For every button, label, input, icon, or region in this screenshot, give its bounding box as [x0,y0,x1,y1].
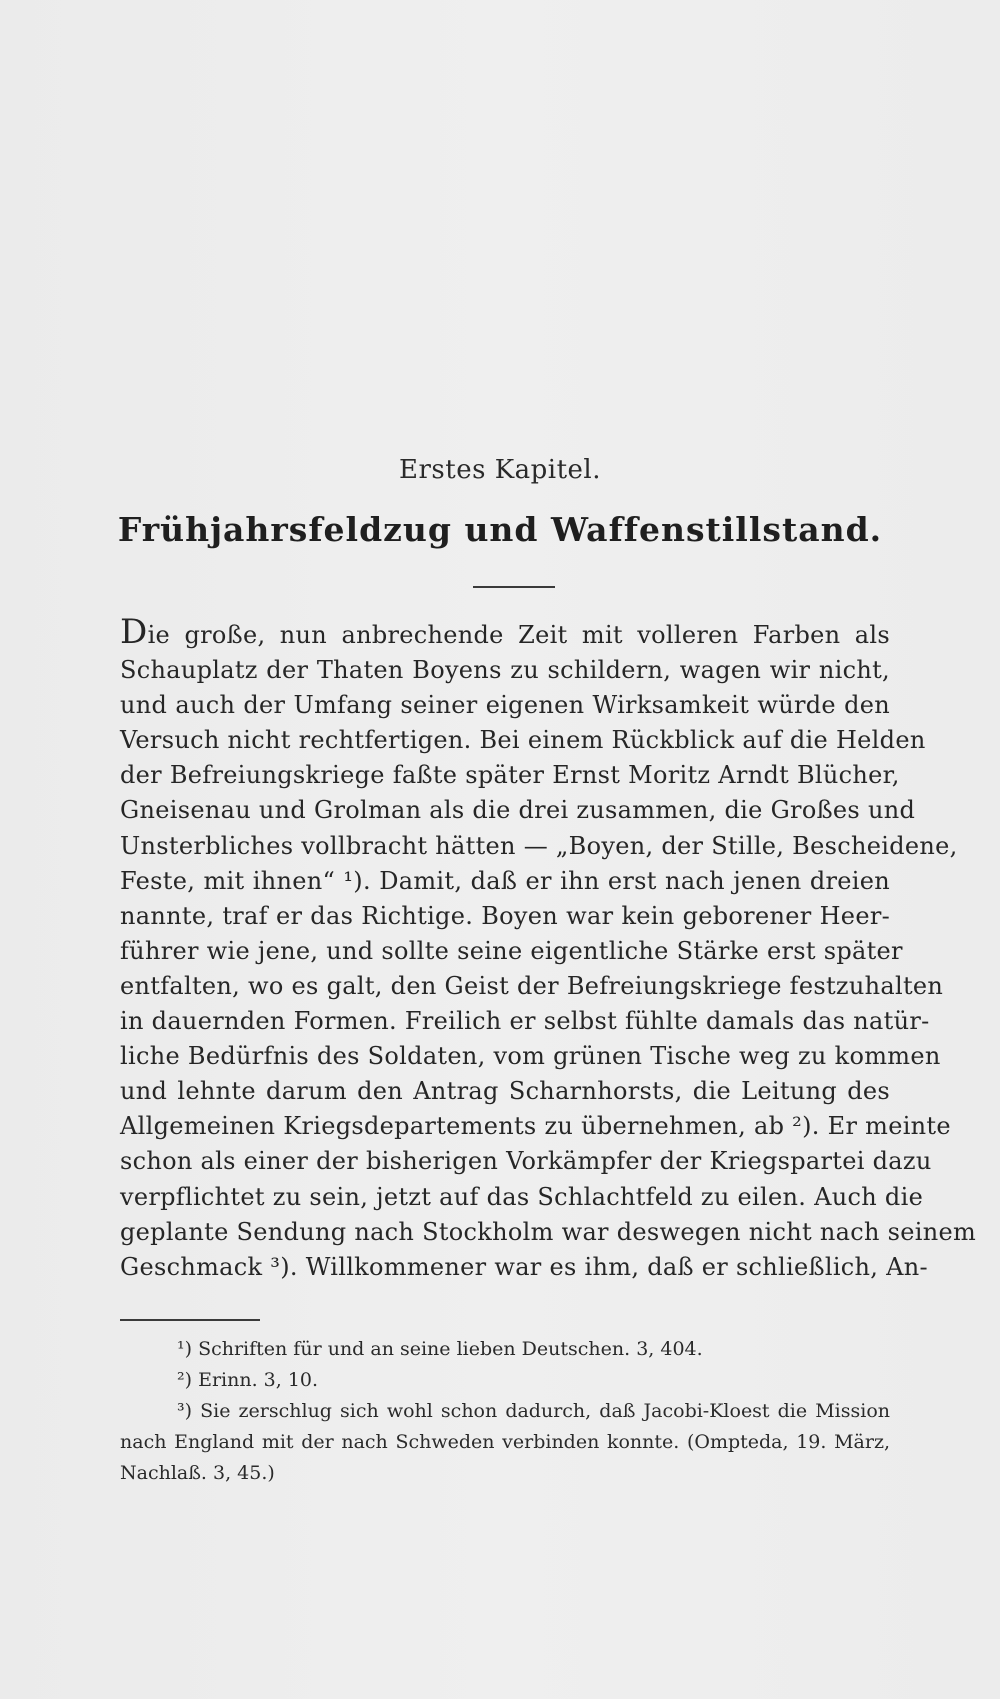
text-line [120,612,890,653]
text-line: geplante Sendung nach Stockholm war deswegen nicht nach seinem [120,1217,977,1246]
text-line: entfalten, wo es galt, den Geist der Befreiungskriege festzuhalten [120,971,944,1000]
footnote-3-end: Nachlaß. 3, 45.) [120,1462,275,1484]
footnote-3-continued: nach England mit der nach Schweden verbinden konnte. (Ompteda, 19. März, [120,1431,890,1453]
text-line: der Befreiungskriege faßte später Ernst Moritz Arndt Blücher, [120,761,900,790]
text-line: Feste, mit ihnen“ ¹). Damit, daß er ihn erst nach jenen dreien [120,866,890,895]
chapter-label: Erstes Kapitel. [399,455,601,485]
text-line: Allgemeinen Kriegsdepartements zu übernehmen, ab ²). Er meinte [120,1112,951,1141]
text-line: liche Bedürfnis des Soldaten, vom grünen Tische weg zu kommen [120,1042,941,1071]
footnote-1: ¹) Schriften für und an seine lieben Deutschen. 3, 404. [177,1338,703,1360]
text-line: Versuch nicht rechtfertigen. Bei einem Rückblick auf die Helden [120,726,926,755]
text-line: in dauernden Formen. Freilich er selbst fühlte damals das natür- [120,1007,930,1036]
chapter-title: Frühjahrsfeldzug und Waffenstillstand. [117,510,883,549]
drop-cap: D [120,612,148,652]
text-line: Geschmack ³). Willkommener war es ihm, daß er schließlich, An- [120,1252,928,1281]
text-line: und lehnte darum den Antrag Scharnhorsts, die Leitung des [120,1077,890,1106]
text-line: verpflichtet zu sein, jetzt auf das Schlachtfeld zu eilen. Auch die [120,1182,924,1211]
text-line: Gneisenau und Grolman als die drei zusammen, die Großes und [120,796,916,825]
footnotes [120,1334,890,1489]
body-paragraph [120,612,977,1285]
text-line: nannte, traf er das Richtige. Boyen war kein geborener Heer- [120,901,890,930]
text-line: Schauplatz der Thaten Boyens zu schildern, wagen wir nicht, [120,656,890,685]
footnote-3: ³) Sie zerschlug sich wohl schon dadurch, daß Jacobi-Kloest die Mission [177,1400,890,1422]
chapter-divider [473,586,555,588]
footnote-divider [120,1319,260,1321]
text-line: schon als einer der bisherigen Vorkämpfer der Kriegspartei dazu [120,1147,932,1176]
text-line: führer wie jene, und sollte seine eigentliche Stärke erst später [120,936,903,965]
footnote-2: ²) Erinn. 3, 10. [177,1369,319,1391]
text-line-content: ie große, nun anbrechende Zeit mit volleren Farben als [147,621,890,649]
text-line: und auch der Umfang seiner eigenen Wirksamkeit würde den [120,691,890,720]
text-line: Unsterbliches vollbracht hätten — „Boyen, der Stille, Bescheidene, [120,831,958,860]
